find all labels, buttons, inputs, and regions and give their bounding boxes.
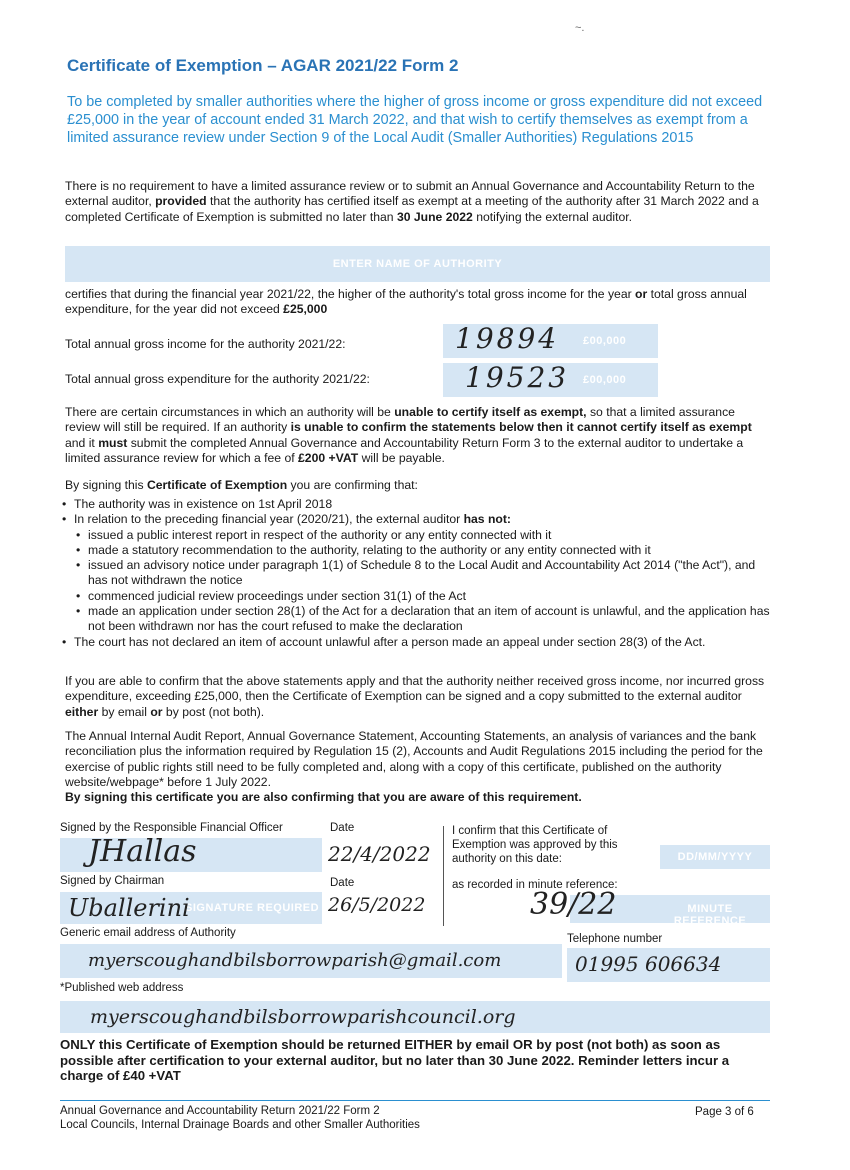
confirmation-list — [62, 497, 774, 650]
minute-reference-placeholder: MINUTE REFERENCE — [673, 903, 747, 927]
scan-mark: ~. — [575, 22, 585, 34]
rfo-date-field[interactable] — [328, 842, 438, 870]
footer-text — [60, 1104, 420, 1132]
divider — [443, 826, 444, 926]
chairman-label: Signed by Chairman — [60, 875, 165, 887]
list-item: • The authority was in existence on 1st April 2018 — [62, 497, 774, 512]
certifies-text: total gross annual expenditure, for the year did not exceed — [65, 287, 747, 317]
chairman-date-field[interactable] — [328, 894, 443, 922]
intro-text: that the authority has certified itself as exempt at a meeting of the authority after 31 March 2022 and a completed Certificate of Exemption is submitted no later than — [65, 194, 759, 224]
certifies-paragraph — [65, 287, 773, 318]
expenditure-label: Total annual gross expenditure for the authority 2021/22: — [65, 372, 370, 386]
certifies-text: certifies that during the financial year 2021/22, the higher of the authority's total gross income for the year — [65, 287, 636, 301]
list-item: • The court has not declared an item of account unlawful after a person made an appeal under section 28(3) of the Act. — [62, 635, 774, 650]
certifies-bold: or — [635, 287, 648, 301]
expenditure-value: 19523 — [465, 361, 570, 394]
certifies-bold: £25,000 — [283, 302, 328, 317]
signing-bold: Certificate of Exemption — [146, 478, 288, 492]
chairman-signature-placeholder: SIGNATURE REQUIRED — [185, 902, 320, 914]
circ-text: and it — [65, 435, 99, 450]
web-address-value: myerscoughandbilsborrowparishcouncil.org — [90, 1006, 516, 1028]
circ-text: will be payable. — [358, 450, 445, 465]
circ-text: submit the completed Annual Governance and Accountability Return Form 3 to the external auditor to undertake a limited assurance review for which a fee of — [65, 435, 744, 465]
page-subtitle: To be completed by smaller authorities where the higher of gross income or gross expenditure did not exceed £25,000 in the year of account ended 31 March 2022, and that wish to certify themselves as exempt from a limited assurance review under Section 9 of the Local Audit (Smaller Authorities) Regulations 2015 — [67, 94, 763, 146]
income-field[interactable] — [443, 324, 658, 358]
expenditure-field[interactable] — [443, 363, 658, 397]
circ-text: There are certain circumstances in which an authority will be — [65, 405, 395, 419]
circumstances-paragraph — [65, 405, 773, 466]
authority-name-field[interactable] — [65, 246, 770, 282]
page-title: Certificate of Exemption – AGAR 2021/22 Form 2 — [67, 56, 459, 75]
able-text: by post (not both). — [162, 704, 265, 719]
able-bold: or — [150, 704, 163, 719]
list-item: • made an application under section 28(1) of the Act for a declaration that an item of account is unlawful, and the application has not been withdrawn nor has the court refused to make the declaration — [76, 604, 774, 635]
able-text: by email — [98, 704, 151, 719]
footer-divider — [60, 1100, 770, 1101]
annual-paragraph — [65, 729, 773, 805]
circ-bold: is unable to confirm the statements below then it cannot certify itself as exempt — [290, 420, 752, 435]
signing-text: you are confirming that: — [287, 478, 418, 492]
chairman-date-value: 26/5/2022 — [328, 894, 426, 916]
able-bold: either — [65, 704, 99, 719]
return-notice: ONLY this Certificate of Exemption should be returned EITHER by email OR by post (not both) as soon as possible after certification to your external auditor, but no later than 30 June 2022. Reminder letters incur a charge of £40 +VAT — [60, 1037, 730, 1083]
intro-text: notifying the external auditor. — [472, 209, 633, 224]
page-number: Page 3 of 6 — [695, 1106, 754, 1118]
income-value: 19894 — [455, 322, 560, 355]
rfo-label: Signed by the Responsible Financial Officer — [60, 822, 283, 834]
circ-text: so that a limited assurance review will still be required. If an authority — [65, 405, 735, 435]
chairman-signature: Uballerini — [68, 894, 190, 922]
approval-label: I confirm that this Certificate of Exemption was approved by this authority on this date: — [452, 825, 618, 865]
rfo-signature: JHallas — [88, 834, 197, 869]
income-placeholder: £00,000 — [583, 335, 627, 347]
list-item: • made a statutory recommendation to the authority, relating to the authority or any entity connected with it — [76, 543, 774, 558]
rfo-date-value: 22/4/2022 — [328, 842, 431, 866]
email-label: Generic email address of Authority — [60, 927, 236, 939]
intro-text: There is no requirement to have a limited assurance review or to submit an Annual Governance and Accountability Return to the external auditor, — [65, 179, 755, 209]
sub-list — [76, 528, 774, 635]
circ-bold: unable to certify itself as exempt, — [394, 405, 587, 419]
approval-date-field[interactable] — [660, 845, 770, 869]
rfo-signature-field[interactable] — [60, 834, 322, 872]
intro-bold: provided — [155, 194, 207, 209]
expenditure-placeholder: £00,000 — [583, 374, 627, 386]
annual-bold: By signing this certificate you are also confirming that you are aware of this requirement. — [65, 790, 582, 805]
web-address-field[interactable] — [60, 1001, 770, 1033]
list-item-bold: has not: — [463, 512, 511, 527]
intro-bold: 30 June 2022 — [396, 209, 473, 224]
rfo-date-label: Date — [330, 822, 355, 834]
list-item: • issued a public interest report in respect of the authority or any entity connected with it — [76, 528, 774, 543]
chairman-date-label: Date — [330, 877, 355, 889]
minute-reference-value: 39/22 — [530, 887, 617, 922]
list-item: • commenced judicial review proceedings under section 31(1) of the Act — [76, 589, 774, 604]
minute-label: as recorded in minute reference: — [452, 879, 618, 891]
able-text: If you are able to confirm that the above statements apply and that the authority neither received gross income, nor incurred gross expenditure, exceeding £25,000, then the Certificate of Exemption can be signed and a copy submitted to the external auditor — [65, 674, 765, 704]
signing-intro — [65, 478, 418, 493]
list-item — [62, 512, 774, 634]
email-field[interactable] — [60, 944, 562, 978]
list-item: • issued an advisory notice under paragraph 1(1) of Schedule 8 to the Local Audit and Accountability Act 2014 ("the Act"), and has not withdrawn the notice — [76, 558, 774, 589]
phone-field[interactable] — [567, 948, 770, 982]
phone-label: Telephone number — [567, 933, 663, 945]
email-value: myerscoughandbilsborrowparish@gmail.com — [88, 950, 502, 971]
annual-text: The Annual Internal Audit Report, Annual Governance Statement, Accounting Statements, an analysis of variances and the bank reconciliation plus the information required by Regulation 15 (2), Accounts and Audit Regulations 2015 including the period for the exercise of public rights still need to be fully completed and, along with a copy of this certificate, published on the authority website/webpage* before 1 July 2022. — [65, 729, 763, 789]
circ-bold: £200 +VAT — [298, 450, 359, 465]
approval-date-placeholder: DD/MM/YYYY — [677, 851, 753, 863]
circ-bold: must — [98, 435, 128, 450]
intro-paragraph — [65, 179, 773, 225]
authority-name-placeholder: ENTER NAME OF AUTHORITY — [332, 258, 503, 270]
footer-line-2: Local Councils, Internal Drainage Boards and other Smaller Authorities — [60, 1119, 420, 1131]
signing-text: By signing this — [65, 478, 147, 492]
footer-line-1: Annual Governance and Accountability Return 2021/22 Form 2 — [60, 1105, 380, 1117]
phone-value: 01995 606634 — [575, 952, 722, 976]
able-paragraph — [65, 674, 773, 720]
web-label: *Published web address — [60, 982, 184, 994]
chairman-signature-field[interactable] — [60, 892, 322, 924]
income-label: Total annual gross income for the authority 2021/22: — [65, 337, 346, 351]
list-item-text: In relation to the preceding financial year (2020/21), the external auditor — [74, 512, 464, 527]
minute-reference-field[interactable] — [530, 887, 770, 927]
